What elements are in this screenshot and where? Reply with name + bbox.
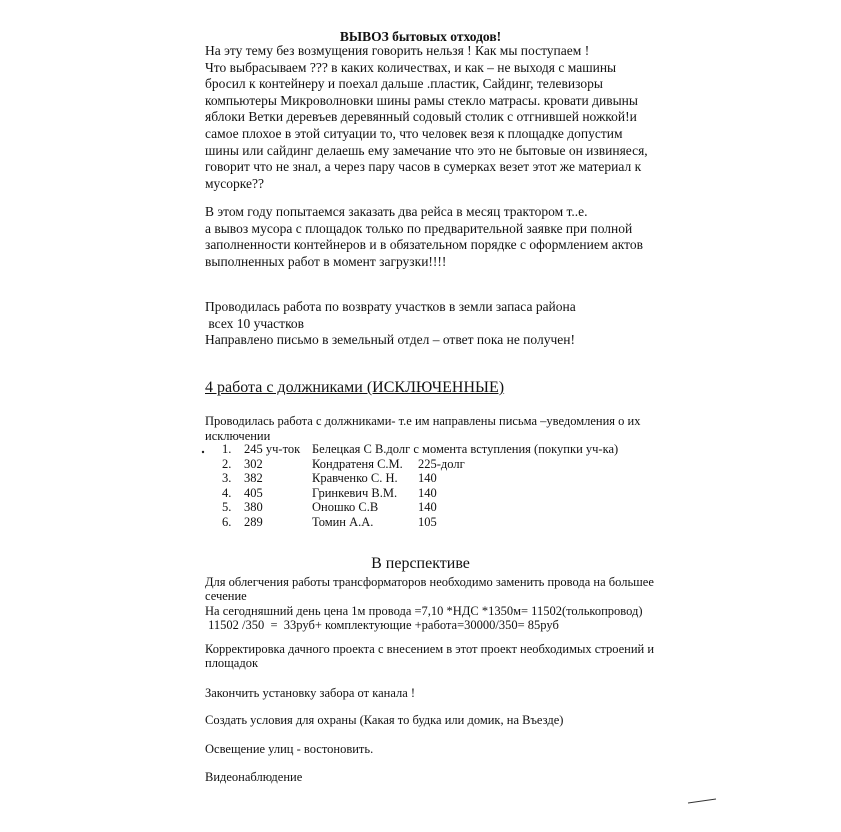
text-line: сечение xyxy=(205,589,247,604)
scan-dot xyxy=(202,451,204,453)
plot-number: 289 xyxy=(244,514,263,529)
text-line: а вывоз мусора с площадок только по предварительной заявке при полной xyxy=(205,220,633,236)
debt-amount: 140 xyxy=(418,500,437,515)
text-line: Направлено письмо в земельный отдел – ответ пока не получен! xyxy=(205,332,575,348)
text-line: шины или сайдинг делаешь ему замечание что это не бытовые он извиняеся, xyxy=(205,142,648,158)
plot-number: 405 xyxy=(244,485,263,500)
item-number: 3. xyxy=(222,471,232,486)
text-line: яблоки Ветки деревъев деревянный содовый столик с отгнившей ножкой!и xyxy=(205,109,637,125)
text-line: Проводилась работа с должниками- т.е им направлены письма –уведомления о их xyxy=(205,414,641,428)
text-line: Что выбрасываем ??? в каких количествах, и как – не выходя с машины xyxy=(205,59,617,75)
lighting-item: Освещение улиц - востоновить. xyxy=(205,742,374,756)
text-line: компьютеры Микроволновки шины рамы стекло матрасы. кровати дивыны xyxy=(205,92,638,108)
debtors-heading: 4 работа с должниками (ИСКЛЮЧЕННЫЕ) xyxy=(205,379,505,396)
text-line: заполненности контейнеров и в обязательном порядке с оформлением актов xyxy=(205,237,643,253)
text-line: всех 10 участков xyxy=(205,315,305,331)
pen-stroke xyxy=(688,799,716,803)
text-line: мусорке?? xyxy=(205,175,264,191)
debt-amount: 140 xyxy=(418,485,437,500)
text-line: Корректировка дачного проекта с внесением в этот проект необходимых строений и xyxy=(205,642,655,656)
text-line: бросил к контейнеру и поехал дальше .пластик, Сайдинг, телевизоры xyxy=(205,76,603,92)
item-number: 1. xyxy=(222,442,232,456)
fence-item: Закончить установку забора от канала ! xyxy=(205,686,416,700)
item-number: 5. xyxy=(222,500,232,515)
text-line: Для облегчения работы трансформаторов необходимо заменить провода на большее xyxy=(205,575,654,589)
text-line: Проводилась работа по возврату участков в земли запаса района xyxy=(205,299,576,314)
debtor-name: Белецкая С В.долг с момента вступления (покупки уч-ка) xyxy=(312,442,619,456)
text-line: площадок xyxy=(205,656,259,671)
text-line: говорит что не знал, а через пару часов в сумерках везет этот же материал к xyxy=(205,159,642,175)
cctv-item: Видеонаблюдение xyxy=(205,770,303,784)
plot-number: 302 xyxy=(244,456,263,471)
debtor-name: Томин А.А. xyxy=(312,514,374,529)
debtor-name: Кондратеня С.М. xyxy=(312,456,403,471)
debt-amount: 105 xyxy=(418,514,437,529)
item-number: 2. xyxy=(222,456,232,471)
plot-number: 245 уч-ток xyxy=(244,442,301,456)
text-line: выполненных работ в момент загрузки!!!! xyxy=(205,253,447,269)
text-line: На эту тему без возмущения говорить нельзя ! Как мы поступаем ! xyxy=(205,43,590,58)
text-line: самое плохое в этой ситуации то, что человек везя к площадке допустим xyxy=(205,125,623,141)
text-line: 11502 /350 = 33руб+ комплектующие +работа=30000/350= 85руб xyxy=(205,617,559,632)
item-number: 4. xyxy=(222,485,232,500)
plot-number: 380 xyxy=(244,500,263,515)
plot-number: 382 xyxy=(244,471,263,486)
debtor-name: Кравченко С. Н. xyxy=(312,471,398,486)
guard-item: Создать условия для охраны (Какая то будка или домик, на Въезде) xyxy=(205,713,564,727)
page-title: ВЫВОЗ бытовых отходов! xyxy=(339,29,502,44)
debt-amount: 140 xyxy=(418,471,437,486)
debt-amount: 225-долг xyxy=(418,456,465,471)
debtor-name: Оношко С.В xyxy=(312,500,379,515)
debtor-name: Гринкевич В.М. xyxy=(312,485,398,500)
perspective-heading: В перспективе xyxy=(371,555,470,572)
text-line: В этом году попытаемся заказать два рейса в месяц трактором т..е. xyxy=(205,204,588,219)
item-number: 6. xyxy=(222,514,232,529)
text-line: исключении xyxy=(205,428,271,443)
text-line: На сегодняшний день цена 1м провода =7,10 *НДС *1350м= 11502(толькопровод) xyxy=(205,603,643,618)
